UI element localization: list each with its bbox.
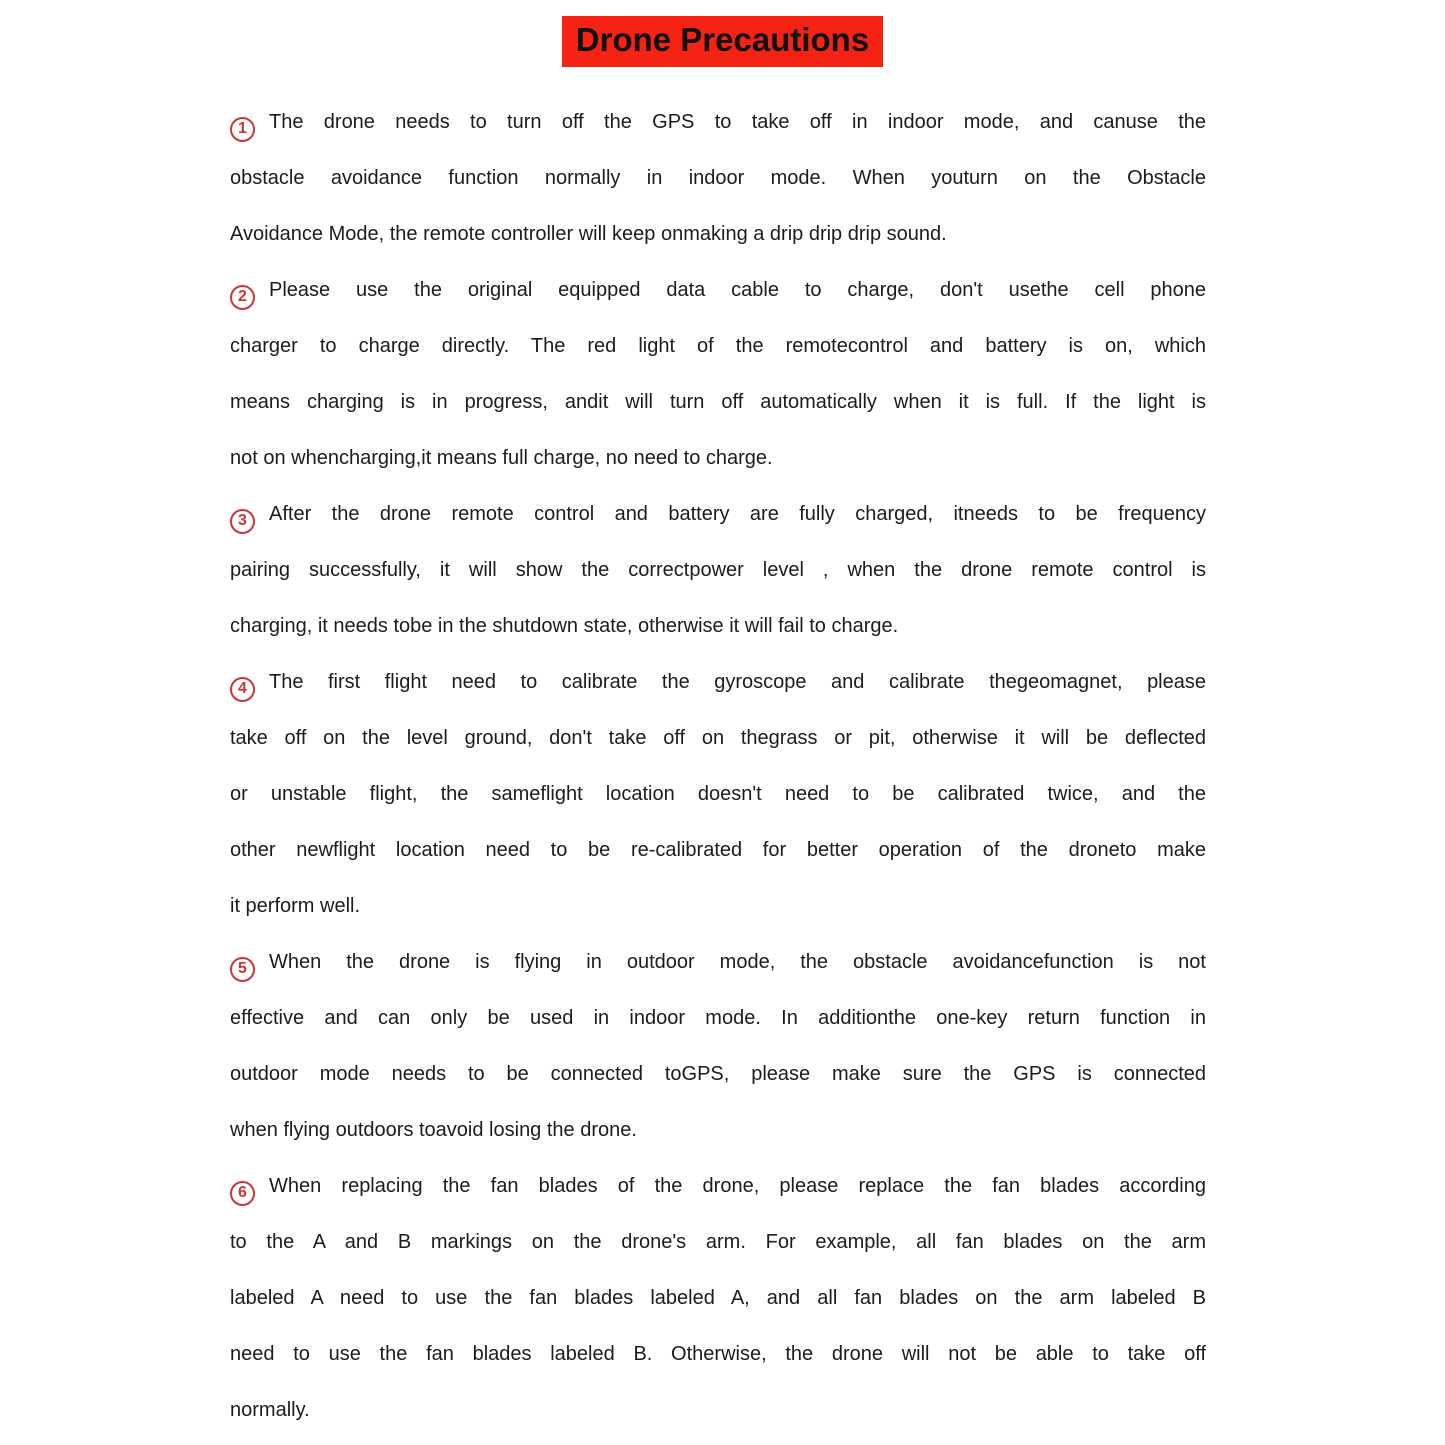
precaution-item-1 [230,94,1206,262]
precaution-item-2 [230,262,1206,486]
text-line: need to use the fan blades labeled B. Otherwise, the drone will not be able to take off [230,1343,1206,1365]
text-line: charging, it needs tobe in the shutdown state, otherwise it will fail to charge. [230,615,899,637]
text-line: not on whencharging,it means full charge, no need to charge. [230,447,773,469]
precaution-item-5 [230,934,1206,1158]
line-text: When the drone is flying in outdoor mode, the obstacle avoidancefunction is not [269,951,1206,973]
text-line: charger to charge directly. The red light of the remotecontrol and battery is on, which [230,335,1206,357]
text-line [230,486,1206,542]
text-line: outdoor mode needs to be connected toGPS, please make sure the GPS is connected [230,1063,1206,1085]
line-text: After the drone remote control and battery are fully charged, itneeds to be frequency [269,503,1206,525]
text-line [230,94,1206,150]
text-line: pairing successfully, it will show the correctpower level , when the drone remote control is [230,559,1206,581]
text-line: effective and can only be used in indoor mode. In additionthe one-key return function in [230,1007,1206,1029]
text-line: to the A and B markings on the drone's arm. For example, all fan blades on the arm [230,1231,1206,1253]
document-body [230,94,1206,1438]
line-text: The drone needs to turn off the GPS to take off in indoor mode, and canuse the [269,111,1206,133]
text-line: labeled A need to use the fan blades labeled A, and all fan blades on the arm labeled B [230,1287,1206,1309]
title-row [0,0,1445,67]
text-line: normally. [230,1399,310,1421]
precaution-item-6 [230,1158,1206,1438]
line-text: When replacing the fan blades of the drone, please replace the fan blades according [269,1175,1206,1197]
text-line [230,1158,1206,1214]
text-line: means charging is in progress, andit will turn off automatically when it is full. If the light is [230,391,1206,413]
line-text: Please use the original equipped data cable to charge, don't usethe cell phone [269,279,1206,301]
circled-number-icon: 4 [230,677,255,702]
line-text: The first flight need to calibrate the gyroscope and calibrate thegeomagnet, please [269,671,1206,693]
text-line: when flying outdoors toavoid losing the drone. [230,1119,637,1141]
precaution-item-4 [230,654,1206,934]
text-line: obstacle avoidance function normally in indoor mode. When youturn on the Obstacle [230,167,1206,189]
circled-number-icon: 5 [230,957,255,982]
circled-number-icon: 2 [230,285,255,310]
text-line: take off on the level ground, don't take off on thegrass or pit, otherwise it will be deflected [230,727,1206,749]
page-title: Drone Precautions [562,16,883,67]
text-line: it perform well. [230,895,361,917]
circled-number-icon: 3 [230,509,255,534]
text-line: Avoidance Mode, the remote controller will keep onmaking a drip drip drip sound. [230,223,947,245]
circled-number-icon: 6 [230,1181,255,1206]
text-line [230,934,1206,990]
precaution-item-3 [230,486,1206,654]
text-line: or unstable flight, the sameflight location doesn't need to be calibrated twice, and the [230,783,1206,805]
text-line [230,262,1206,318]
text-line [230,654,1206,710]
text-line: other newflight location need to be re-calibrated for better operation of the droneto make [230,839,1206,861]
circled-number-icon: 1 [230,117,255,142]
